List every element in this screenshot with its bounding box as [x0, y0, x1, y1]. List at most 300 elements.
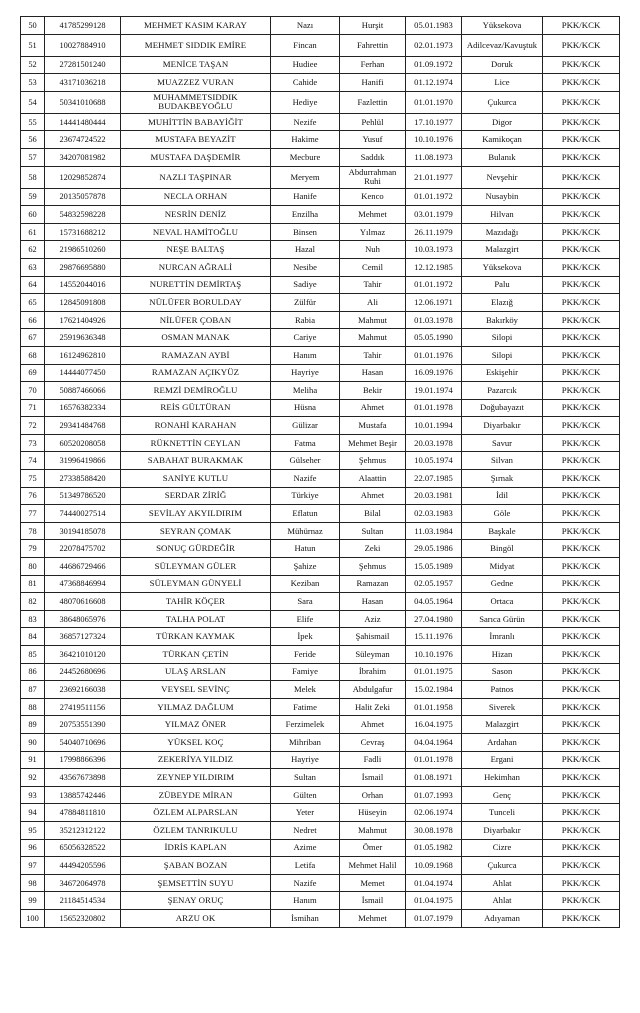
- mother-name-cell: Hanife: [271, 188, 340, 206]
- table-row: [21, 769, 620, 787]
- organization-cell: PKK/KCK: [543, 821, 620, 839]
- father-name-cell: Mahmut: [340, 311, 406, 329]
- id-number-cell: 23692166038: [45, 681, 121, 699]
- row-number-cell: 63: [21, 258, 45, 276]
- birth-place-cell: Patnos: [462, 681, 543, 699]
- row-number-cell: 79: [21, 540, 45, 558]
- father-name-cell: Mahmut: [340, 329, 406, 347]
- full-name-cell: SÜLEYMAN GÜLER: [121, 558, 271, 576]
- id-number-cell: 21986510260: [45, 241, 121, 259]
- organization-cell: PKK/KCK: [543, 487, 620, 505]
- organization-cell: PKK/KCK: [543, 56, 620, 74]
- organization-cell: PKK/KCK: [543, 646, 620, 664]
- table-row: [21, 294, 620, 312]
- organization-cell: PKK/KCK: [543, 505, 620, 523]
- organization-cell: PKK/KCK: [543, 258, 620, 276]
- mother-name-cell: Nazife: [271, 874, 340, 892]
- father-name-cell: Fahrettin: [340, 34, 406, 56]
- organization-cell: PKK/KCK: [543, 681, 620, 699]
- id-number-cell: 54832598228: [45, 206, 121, 224]
- birth-date-cell: 01.07.1993: [406, 786, 462, 804]
- full-name-cell: NURETTİN DEMİRTAŞ: [121, 276, 271, 294]
- birth-place-cell: Çukurca: [462, 91, 543, 113]
- birth-place-cell: Şırnak: [462, 470, 543, 488]
- id-number-cell: 44494205596: [45, 857, 121, 875]
- row-number-cell: 85: [21, 646, 45, 664]
- organization-cell: PKK/KCK: [543, 470, 620, 488]
- birth-place-cell: Cizre: [462, 839, 543, 857]
- birth-date-cell: 10.09.1968: [406, 857, 462, 875]
- mother-name-cell: Şahize: [271, 558, 340, 576]
- row-number-cell: 99: [21, 892, 45, 910]
- birth-date-cell: 01.01.1976: [406, 346, 462, 364]
- mother-name-cell: İpek: [271, 628, 340, 646]
- full-name-cell: NESRİN DENİZ: [121, 206, 271, 224]
- birth-place-cell: Lice: [462, 74, 543, 92]
- row-number-cell: 52: [21, 56, 45, 74]
- birth-date-cell: 19.01.1974: [406, 382, 462, 400]
- organization-cell: PKK/KCK: [543, 663, 620, 681]
- organization-cell: PKK/KCK: [543, 540, 620, 558]
- organization-cell: PKK/KCK: [543, 786, 620, 804]
- father-name-cell: Mustafa: [340, 417, 406, 435]
- full-name-cell: MEHMET SIDDIK EMİRE: [121, 34, 271, 56]
- row-number-cell: 94: [21, 804, 45, 822]
- birth-date-cell: 01.09.1972: [406, 56, 462, 74]
- id-number-cell: 17998866396: [45, 751, 121, 769]
- mother-name-cell: Nedret: [271, 821, 340, 839]
- organization-cell: PKK/KCK: [543, 733, 620, 751]
- row-number-cell: 90: [21, 733, 45, 751]
- full-name-cell: MEHMET KASIM KARAY: [121, 17, 271, 35]
- father-name-cell: Süleyman: [340, 646, 406, 664]
- row-number-cell: 97: [21, 857, 45, 875]
- birth-place-cell: Diyarbakır: [462, 417, 543, 435]
- birth-date-cell: 01.01.1978: [406, 399, 462, 417]
- birth-place-cell: Başkale: [462, 522, 543, 540]
- table-row: [21, 892, 620, 910]
- row-number-cell: 98: [21, 874, 45, 892]
- birth-place-cell: Bakırköy: [462, 311, 543, 329]
- table-row: [21, 821, 620, 839]
- father-name-cell: Mehmet: [340, 206, 406, 224]
- organization-cell: PKK/KCK: [543, 892, 620, 910]
- full-name-cell: ÖZLEM TANRIKULU: [121, 821, 271, 839]
- birth-place-cell: Sason: [462, 663, 543, 681]
- full-name-cell: MUHİTTİN BABAYİĞİT: [121, 113, 271, 131]
- mother-name-cell: Fatime: [271, 698, 340, 716]
- id-number-cell: 35212312122: [45, 821, 121, 839]
- birth-date-cell: 02.05.1957: [406, 575, 462, 593]
- id-number-cell: 38648065976: [45, 610, 121, 628]
- birth-place-cell: Digor: [462, 113, 543, 131]
- father-name-cell: Orhan: [340, 786, 406, 804]
- table-row: [21, 131, 620, 149]
- row-number-cell: 64: [21, 276, 45, 294]
- birth-date-cell: 10.10.1976: [406, 131, 462, 149]
- father-name-cell: Cevraş: [340, 733, 406, 751]
- organization-cell: PKK/KCK: [543, 17, 620, 35]
- table-row: [21, 698, 620, 716]
- mother-name-cell: Keziban: [271, 575, 340, 593]
- father-name-cell: Şehmus: [340, 558, 406, 576]
- birth-place-cell: Göle: [462, 505, 543, 523]
- mother-name-cell: İsmihan: [271, 909, 340, 927]
- birth-place-cell: Elazığ: [462, 294, 543, 312]
- id-number-cell: 12845091808: [45, 294, 121, 312]
- birth-date-cell: 01.05.1982: [406, 839, 462, 857]
- father-name-cell: Fazlettin: [340, 91, 406, 113]
- table-row: [21, 434, 620, 452]
- organization-cell: PKK/KCK: [543, 329, 620, 347]
- father-name-cell: Kenco: [340, 188, 406, 206]
- mother-name-cell: Mühürnaz: [271, 522, 340, 540]
- birth-place-cell: Mazıdağı: [462, 223, 543, 241]
- organization-cell: PKK/KCK: [543, 558, 620, 576]
- mother-name-cell: Hatun: [271, 540, 340, 558]
- mother-name-cell: Mihriban: [271, 733, 340, 751]
- id-number-cell: 44686729466: [45, 558, 121, 576]
- table-row: [21, 91, 620, 113]
- father-name-cell: Hurşit: [340, 17, 406, 35]
- mother-name-cell: Eflatun: [271, 505, 340, 523]
- father-name-cell: Mehmet: [340, 909, 406, 927]
- id-number-cell: 13885742446: [45, 786, 121, 804]
- father-name-cell: Bilal: [340, 505, 406, 523]
- organization-cell: PKK/KCK: [543, 593, 620, 611]
- birth-place-cell: Kamikoçan: [462, 131, 543, 149]
- birth-place-cell: Hilvan: [462, 206, 543, 224]
- mother-name-cell: Hazal: [271, 241, 340, 259]
- table-row: [21, 417, 620, 435]
- table-row: [21, 382, 620, 400]
- id-number-cell: 14444077450: [45, 364, 121, 382]
- row-number-cell: 75: [21, 470, 45, 488]
- organization-cell: PKK/KCK: [543, 698, 620, 716]
- father-name-cell: Ramazan: [340, 575, 406, 593]
- birth-place-cell: Palu: [462, 276, 543, 294]
- mother-name-cell: Gülizar: [271, 417, 340, 435]
- table-row: [21, 663, 620, 681]
- row-number-cell: 60: [21, 206, 45, 224]
- birth-date-cell: 04.05.1964: [406, 593, 462, 611]
- id-number-cell: 47368846994: [45, 575, 121, 593]
- organization-cell: PKK/KCK: [543, 166, 620, 188]
- father-name-cell: İsmail: [340, 892, 406, 910]
- row-number-cell: 87: [21, 681, 45, 699]
- table-row: [21, 148, 620, 166]
- birth-date-cell: 12.12.1985: [406, 258, 462, 276]
- organization-cell: PKK/KCK: [543, 804, 620, 822]
- id-number-cell: 29876695880: [45, 258, 121, 276]
- id-number-cell: 43567673898: [45, 769, 121, 787]
- organization-cell: PKK/KCK: [543, 769, 620, 787]
- birth-date-cell: 05.05.1990: [406, 329, 462, 347]
- father-name-cell: Şehmus: [340, 452, 406, 470]
- row-number-cell: 83: [21, 610, 45, 628]
- father-name-cell: Abdulgafur: [340, 681, 406, 699]
- father-name-cell: Şahismail: [340, 628, 406, 646]
- birth-date-cell: 01.04.1975: [406, 892, 462, 910]
- mother-name-cell: Nezife: [271, 113, 340, 131]
- birth-place-cell: Nevşehir: [462, 166, 543, 188]
- id-number-cell: 27281501240: [45, 56, 121, 74]
- father-name-cell: Tahir: [340, 276, 406, 294]
- mother-name-cell: Famiye: [271, 663, 340, 681]
- row-number-cell: 70: [21, 382, 45, 400]
- row-number-cell: 59: [21, 188, 45, 206]
- table-row: [21, 505, 620, 523]
- row-number-cell: 61: [21, 223, 45, 241]
- mother-name-cell: Binsen: [271, 223, 340, 241]
- row-number-cell: 58: [21, 166, 45, 188]
- table-row: [21, 346, 620, 364]
- birth-place-cell: Çukurca: [462, 857, 543, 875]
- full-name-cell: NEVAL HAMİTOĞLU: [121, 223, 271, 241]
- row-number-cell: 86: [21, 663, 45, 681]
- birth-place-cell: Ortaca: [462, 593, 543, 611]
- mother-name-cell: Sultan: [271, 769, 340, 787]
- birth-date-cell: 01.01.1972: [406, 188, 462, 206]
- father-name-cell: Hüseyin: [340, 804, 406, 822]
- birth-date-cell: 10.05.1974: [406, 452, 462, 470]
- full-name-cell: OSMAN MANAK: [121, 329, 271, 347]
- mother-name-cell: Hayriye: [271, 751, 340, 769]
- organization-cell: PKK/KCK: [543, 874, 620, 892]
- father-name-cell: Ali: [340, 294, 406, 312]
- father-name-cell: Hanifi: [340, 74, 406, 92]
- birth-date-cell: 01.01.1958: [406, 698, 462, 716]
- full-name-cell: NÜLÜFER BORULDAY: [121, 294, 271, 312]
- organization-cell: PKK/KCK: [543, 716, 620, 734]
- birth-place-cell: Siverek: [462, 698, 543, 716]
- mother-name-cell: Zülfür: [271, 294, 340, 312]
- id-number-cell: 27338588420: [45, 470, 121, 488]
- id-number-cell: 27419511156: [45, 698, 121, 716]
- birth-place-cell: Ahlat: [462, 874, 543, 892]
- full-name-cell: NAZLI TAŞPINAR: [121, 166, 271, 188]
- full-name-cell: REİS GÜLTÜRAN: [121, 399, 271, 417]
- row-number-cell: 81: [21, 575, 45, 593]
- id-number-cell: 47884811810: [45, 804, 121, 822]
- table-row: [21, 522, 620, 540]
- mother-name-cell: Meliha: [271, 382, 340, 400]
- full-name-cell: YILMAZ DAĞLUM: [121, 698, 271, 716]
- birth-date-cell: 30.08.1978: [406, 821, 462, 839]
- id-number-cell: 74440027514: [45, 505, 121, 523]
- id-number-cell: 14441480444: [45, 113, 121, 131]
- birth-date-cell: 02.06.1974: [406, 804, 462, 822]
- id-number-cell: 14552044016: [45, 276, 121, 294]
- table-row: [21, 206, 620, 224]
- table-row: [21, 452, 620, 470]
- full-name-cell: ÖZLEM ALPARSLAN: [121, 804, 271, 822]
- table-row: [21, 751, 620, 769]
- father-name-cell: Ahmet: [340, 487, 406, 505]
- organization-cell: PKK/KCK: [543, 610, 620, 628]
- id-number-cell: 36421010120: [45, 646, 121, 664]
- table-row: [21, 74, 620, 92]
- birth-place-cell: Adıyaman: [462, 909, 543, 927]
- birth-place-cell: Bingöl: [462, 540, 543, 558]
- mother-name-cell: Enzilha: [271, 206, 340, 224]
- organization-cell: PKK/KCK: [543, 223, 620, 241]
- birth-place-cell: Yüksekova: [462, 258, 543, 276]
- full-name-cell: MUAZZEZ VURAN: [121, 74, 271, 92]
- full-name-cell: TÜRKAN ÇETİN: [121, 646, 271, 664]
- id-number-cell: 20753551390: [45, 716, 121, 734]
- full-name-cell: MUHAMMETSIDDIK BUDAKBEYOĞLU: [121, 91, 271, 113]
- row-number-cell: 73: [21, 434, 45, 452]
- organization-cell: PKK/KCK: [543, 346, 620, 364]
- table-row: [21, 487, 620, 505]
- table-row: [21, 223, 620, 241]
- father-name-cell: Abdurrahman Ruhi: [340, 166, 406, 188]
- row-number-cell: 53: [21, 74, 45, 92]
- birth-date-cell: 10.01.1994: [406, 417, 462, 435]
- row-number-cell: 66: [21, 311, 45, 329]
- father-name-cell: İbrahim: [340, 663, 406, 681]
- row-number-cell: 57: [21, 148, 45, 166]
- table-row: [21, 909, 620, 927]
- birth-date-cell: 11.08.1973: [406, 148, 462, 166]
- full-name-cell: TAHİR KÖÇER: [121, 593, 271, 611]
- table-row: [21, 364, 620, 382]
- row-number-cell: 67: [21, 329, 45, 347]
- organization-cell: PKK/KCK: [543, 575, 620, 593]
- id-number-cell: 10027884910: [45, 34, 121, 56]
- row-number-cell: 88: [21, 698, 45, 716]
- mother-name-cell: Hanım: [271, 346, 340, 364]
- table-row: [21, 188, 620, 206]
- mother-name-cell: Azime: [271, 839, 340, 857]
- id-number-cell: 31996419866: [45, 452, 121, 470]
- birth-date-cell: 01.01.1970: [406, 91, 462, 113]
- birth-date-cell: 27.04.1980: [406, 610, 462, 628]
- full-name-cell: NEŞE BALTAŞ: [121, 241, 271, 259]
- mother-name-cell: Ferzimelek: [271, 716, 340, 734]
- row-number-cell: 89: [21, 716, 45, 734]
- father-name-cell: Ömer: [340, 839, 406, 857]
- mother-name-cell: Yeter: [271, 804, 340, 822]
- organization-cell: PKK/KCK: [543, 131, 620, 149]
- full-name-cell: ZÜBEYDE MİRAN: [121, 786, 271, 804]
- table-row: [21, 311, 620, 329]
- birth-place-cell: Doğubayazıt: [462, 399, 543, 417]
- row-number-cell: 78: [21, 522, 45, 540]
- full-name-cell: REMZİ DEMİROĞLU: [121, 382, 271, 400]
- birth-place-cell: Silvan: [462, 452, 543, 470]
- birth-place-cell: Malazgirt: [462, 241, 543, 259]
- full-name-cell: RÜKNETTİN CEYLAN: [121, 434, 271, 452]
- table-row: [21, 857, 620, 875]
- birth-date-cell: 01.01.1978: [406, 751, 462, 769]
- id-number-cell: 22078475702: [45, 540, 121, 558]
- id-number-cell: 17621404926: [45, 311, 121, 329]
- table-row: [21, 628, 620, 646]
- organization-cell: PKK/KCK: [543, 522, 620, 540]
- birth-date-cell: 10.03.1973: [406, 241, 462, 259]
- birth-date-cell: 16.04.1975: [406, 716, 462, 734]
- id-number-cell: 15731688212: [45, 223, 121, 241]
- mother-name-cell: Sadiye: [271, 276, 340, 294]
- mother-name-cell: Nazı: [271, 17, 340, 35]
- full-name-cell: ŞEMSETTİN SUYU: [121, 874, 271, 892]
- mother-name-cell: Melek: [271, 681, 340, 699]
- id-number-cell: 50887466066: [45, 382, 121, 400]
- birth-date-cell: 16.09.1976: [406, 364, 462, 382]
- row-number-cell: 72: [21, 417, 45, 435]
- table-row: [21, 558, 620, 576]
- father-name-cell: Hasan: [340, 593, 406, 611]
- birth-place-cell: Ergani: [462, 751, 543, 769]
- birth-place-cell: Bulanık: [462, 148, 543, 166]
- father-name-cell: Mehmet Beşir: [340, 434, 406, 452]
- organization-cell: PKK/KCK: [543, 241, 620, 259]
- row-number-cell: 74: [21, 452, 45, 470]
- id-number-cell: 48070616608: [45, 593, 121, 611]
- table-row: [21, 646, 620, 664]
- full-name-cell: YÜKSEL KOÇ: [121, 733, 271, 751]
- table-row: [21, 575, 620, 593]
- birth-date-cell: 11.03.1984: [406, 522, 462, 540]
- birth-date-cell: 01.01.1975: [406, 663, 462, 681]
- full-name-cell: ZEKERİYA YILDIZ: [121, 751, 271, 769]
- mother-name-cell: Hüsna: [271, 399, 340, 417]
- organization-cell: PKK/KCK: [543, 74, 620, 92]
- full-name-cell: RAMAZAN AÇIKYÜZ: [121, 364, 271, 382]
- full-name-cell: MUSTAFA DAŞDEMİR: [121, 148, 271, 166]
- row-number-cell: 77: [21, 505, 45, 523]
- birth-place-cell: İmranlı: [462, 628, 543, 646]
- birth-date-cell: 21.01.1977: [406, 166, 462, 188]
- birth-place-cell: Yüksekova: [462, 17, 543, 35]
- mother-name-cell: Hudiee: [271, 56, 340, 74]
- row-number-cell: 50: [21, 17, 45, 35]
- father-name-cell: Tahir: [340, 346, 406, 364]
- full-name-cell: RAMAZAN AYBİ: [121, 346, 271, 364]
- mother-name-cell: Nesibe: [271, 258, 340, 276]
- organization-cell: PKK/KCK: [543, 91, 620, 113]
- father-name-cell: Pehlül: [340, 113, 406, 131]
- organization-cell: PKK/KCK: [543, 188, 620, 206]
- birth-place-cell: Tunceli: [462, 804, 543, 822]
- table-row: [21, 839, 620, 857]
- table-row: [21, 276, 620, 294]
- id-number-cell: 16124962810: [45, 346, 121, 364]
- birth-date-cell: 10.10.1976: [406, 646, 462, 664]
- mother-name-cell: Fincan: [271, 34, 340, 56]
- birth-date-cell: 03.01.1979: [406, 206, 462, 224]
- id-number-cell: 36857127324: [45, 628, 121, 646]
- full-name-cell: SEVİLAY AKYILDIRIM: [121, 505, 271, 523]
- birth-date-cell: 15.05.1989: [406, 558, 462, 576]
- organization-cell: PKK/KCK: [543, 452, 620, 470]
- row-number-cell: 92: [21, 769, 45, 787]
- organization-cell: PKK/KCK: [543, 311, 620, 329]
- full-name-cell: NİLÜFER ÇOBAN: [121, 311, 271, 329]
- full-name-cell: ZEYNEP YILDIRIM: [121, 769, 271, 787]
- mother-name-cell: Hayriye: [271, 364, 340, 382]
- table-row: [21, 540, 620, 558]
- full-name-cell: MUSTAFA BEYAZİT: [121, 131, 271, 149]
- birth-place-cell: Ahlat: [462, 892, 543, 910]
- row-number-cell: 54: [21, 91, 45, 113]
- birth-place-cell: Eskişehir: [462, 364, 543, 382]
- father-name-cell: Ahmet: [340, 716, 406, 734]
- row-number-cell: 84: [21, 628, 45, 646]
- organization-cell: PKK/KCK: [543, 857, 620, 875]
